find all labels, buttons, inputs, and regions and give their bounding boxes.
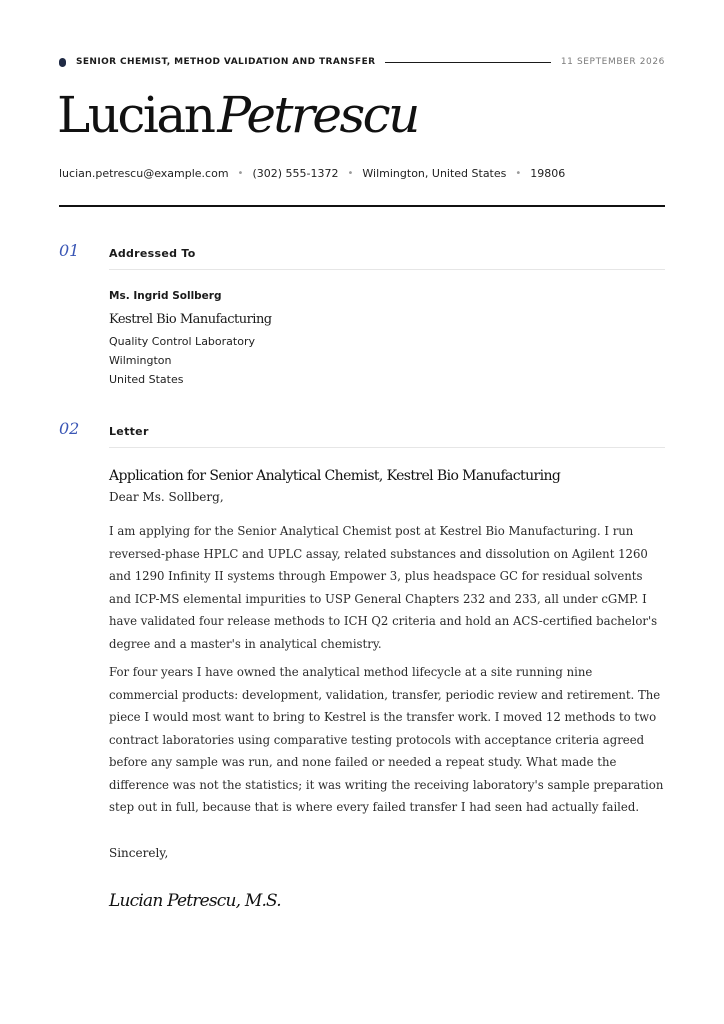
applicant-name [57, 84, 418, 146]
letter-body [109, 465, 665, 913]
section-divider [109, 269, 665, 270]
letter-closing: Sincerely, [109, 845, 169, 860]
contact-zip: 19806 [530, 167, 566, 180]
contact-phone[interactable]: (302) 555-1372 [252, 167, 339, 180]
recipient-department: Quality Control Laboratory [109, 335, 255, 348]
header-strip [59, 55, 665, 69]
section-title-addressed: Addressed To [109, 247, 196, 260]
recipient-name: Ms. Ingrid Sollberg [109, 290, 222, 302]
section-divider [109, 447, 665, 448]
letter-paragraph: I am applying for the Senior Analytical Chemist post at Kestrel Bio Manufacturing. I run reversed-phase HPLC and UPLC assay, related substances and dissolution on Agilent 1260 and 1290 Infinity II systems through Empower 3, plus headspace GC for residual solvents and ICP-MS elemental impurities to USP General Chapters 232 and 233, all under cGMP. I have validated four release methods to ICH Q2 criteria and hold an ACS-certified bachelor's degree and a master's in analytical chemistry. [109, 524, 658, 651]
letter-paragraph: For four years I have owned the analytical method lifecycle at a site running nine commercial products: development, validation, transfer, periodic review and retirement. The piece I would most want to bring to Kestrel is the transfer work. I moved 12 methods to two contract laboratories using comparative testing protocols with acceptance criteria agreed before any sample was run, and none failed or needed a repeat study. What made the difference was not the statistics; it was writing the receiving laboratory's sample preparation step out in full, because that is where every failed transfer I had seen had actually failed. [109, 665, 664, 814]
first-name: Lucian [57, 86, 214, 144]
section-number-addressed: 01 [59, 241, 80, 260]
contact-location: Wilmington, United States [362, 167, 507, 180]
last-name: Petrescu [217, 86, 418, 144]
header-divider [385, 62, 550, 63]
recipient-country: United States [109, 373, 184, 386]
section-title-letter: Letter [109, 425, 149, 438]
contact-separator: • [515, 168, 522, 179]
letter-subject: Application for Senior Analytical Chemist, Kestrel Bio Manufacturing [109, 468, 561, 484]
contact-separator: • [347, 168, 354, 179]
letter-signature: Lucian Petrescu, M.S. [109, 890, 281, 911]
contact-email[interactable]: lucian.petrescu@example.com [59, 167, 229, 180]
contact-line [59, 167, 565, 180]
recipient-city: Wilmington [109, 354, 172, 367]
recipient-company: Kestrel Bio Manufacturing [109, 312, 272, 327]
letter-date: 11 SEPTEMBER 2026 [560, 57, 665, 67]
recipient-block [109, 288, 665, 389]
letter-salutation: Dear Ms. Sollberg, [109, 490, 224, 504]
header-rule [59, 205, 665, 207]
job-role: SENIOR CHEMIST, METHOD VALIDATION AND TRANSFER [76, 57, 376, 67]
contact-separator: • [237, 168, 244, 179]
bullet-dot-icon [59, 58, 66, 67]
section-number-letter: 02 [59, 419, 80, 438]
